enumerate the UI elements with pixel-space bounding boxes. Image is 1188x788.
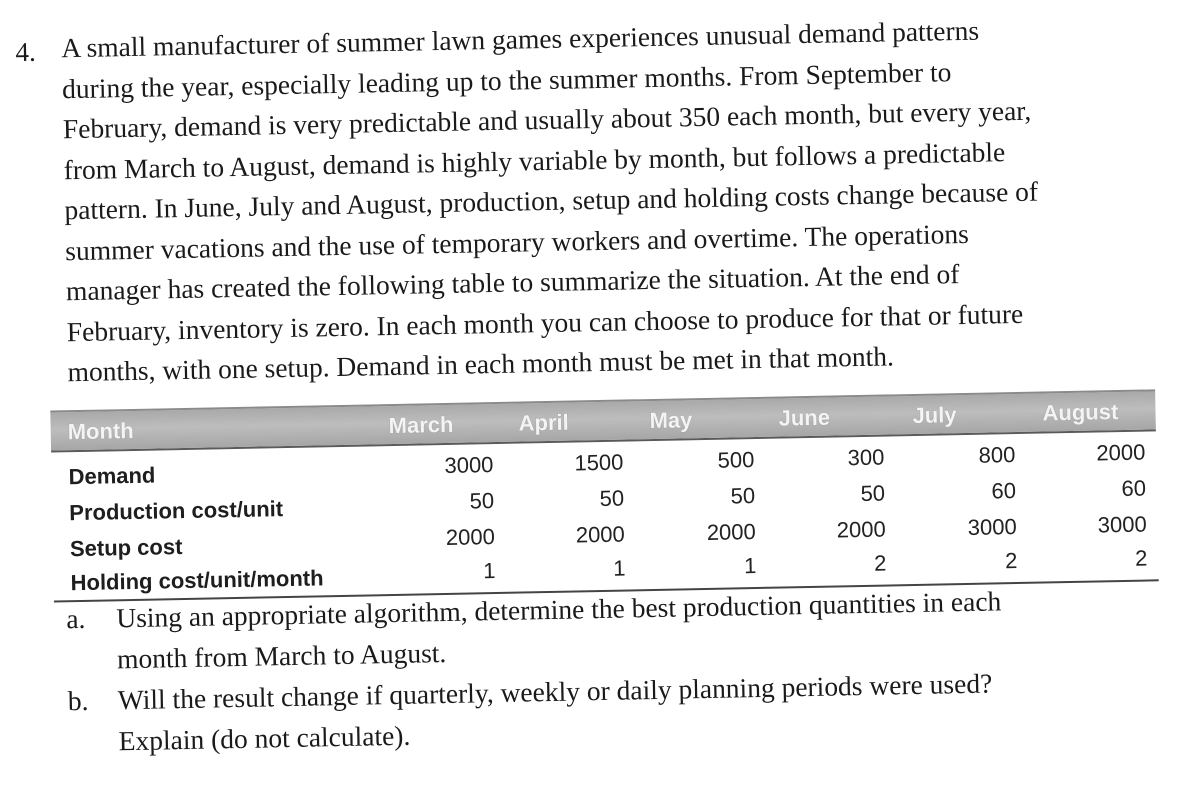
header-month-label: Month [67,417,134,445]
problem-line: during the year, especially leading up to the summer months. From September to [61,55,952,104]
table-cell: 3000 [1097,511,1147,538]
table-body [51,431,1159,602]
header-month: August [1042,399,1119,426]
table-cell: 300 [847,444,885,471]
header-month: July [912,402,957,429]
table-cell: 50 [599,485,625,512]
part-line: Will the result change if quarterly, weekly or daily planning periods were used? [117,667,993,716]
table-cell: 2000 [1096,439,1146,466]
table-cell: 2 [1134,545,1148,571]
header-month: June [778,404,831,431]
part-label: a. [65,602,86,635]
table-cell: 2 [873,550,887,576]
problem-statement [61,7,1153,392]
table-cell: 2000 [836,516,886,543]
table-cell: 2000 [706,519,756,545]
table-cell: 3000 [967,514,1017,540]
table-cell: 1 [612,555,626,581]
problem-line: summer vacations and the use of temporary workers and overtime. The operations [64,217,970,266]
header-month: March [388,411,454,439]
part-line: Explain (do not calculate). [118,719,411,757]
problem-line: February, demand is very predictable and usually about 350 each month, but every year, [62,94,1032,145]
table-cell: 50 [860,480,886,507]
header-month: April [518,409,569,436]
part-line: month from March to August. [116,637,447,675]
row-label: Demand [68,462,156,490]
part-label: b. [67,684,89,717]
row-label: Production cost/unit [69,496,284,526]
header-month: May [649,407,693,434]
problem-line: A small manufacturer of summer lawn games experiences unusual demand patterns [61,14,980,64]
row-label: Holding cost/unit/month [70,565,324,596]
table-cell: 60 [1121,475,1147,502]
table-cell: 50 [730,483,756,509]
table-cell: 1500 [574,449,624,476]
table-cell: 50 [469,488,495,514]
problem-line: months, with one setup. Demand in each month must be met in that month. [67,340,895,388]
row-label: Setup cost [69,534,183,562]
table-cell: 2000 [445,524,496,550]
problem-number: 4. [15,36,36,68]
table-cell: 800 [978,442,1016,468]
table-cell: 2000 [575,521,626,548]
table-cell: 60 [991,478,1017,504]
part-line: Using an appropriate algorithm, determine the best production quantities in each [115,585,1002,634]
problem-line: from March to August, demand is highly variable by month, but follows a predictable [63,135,1006,185]
question-parts [66,578,1149,763]
problem-line: manager has created the following table to summarize the situation. At the end of [65,258,960,307]
cost-table [50,389,1158,602]
table-cell: 1 [482,558,496,584]
table-cell: 500 [717,447,755,473]
table-cell: 1 [743,553,757,579]
table-cell: 3000 [444,452,494,478]
problem-line: pattern. In June, July and August, production, setup and holding costs change because of [64,175,1039,226]
problem-line: February, inventory is zero. In each month you can choose to produce for that or future [66,297,1024,347]
table-cell: 2 [1004,548,1018,574]
